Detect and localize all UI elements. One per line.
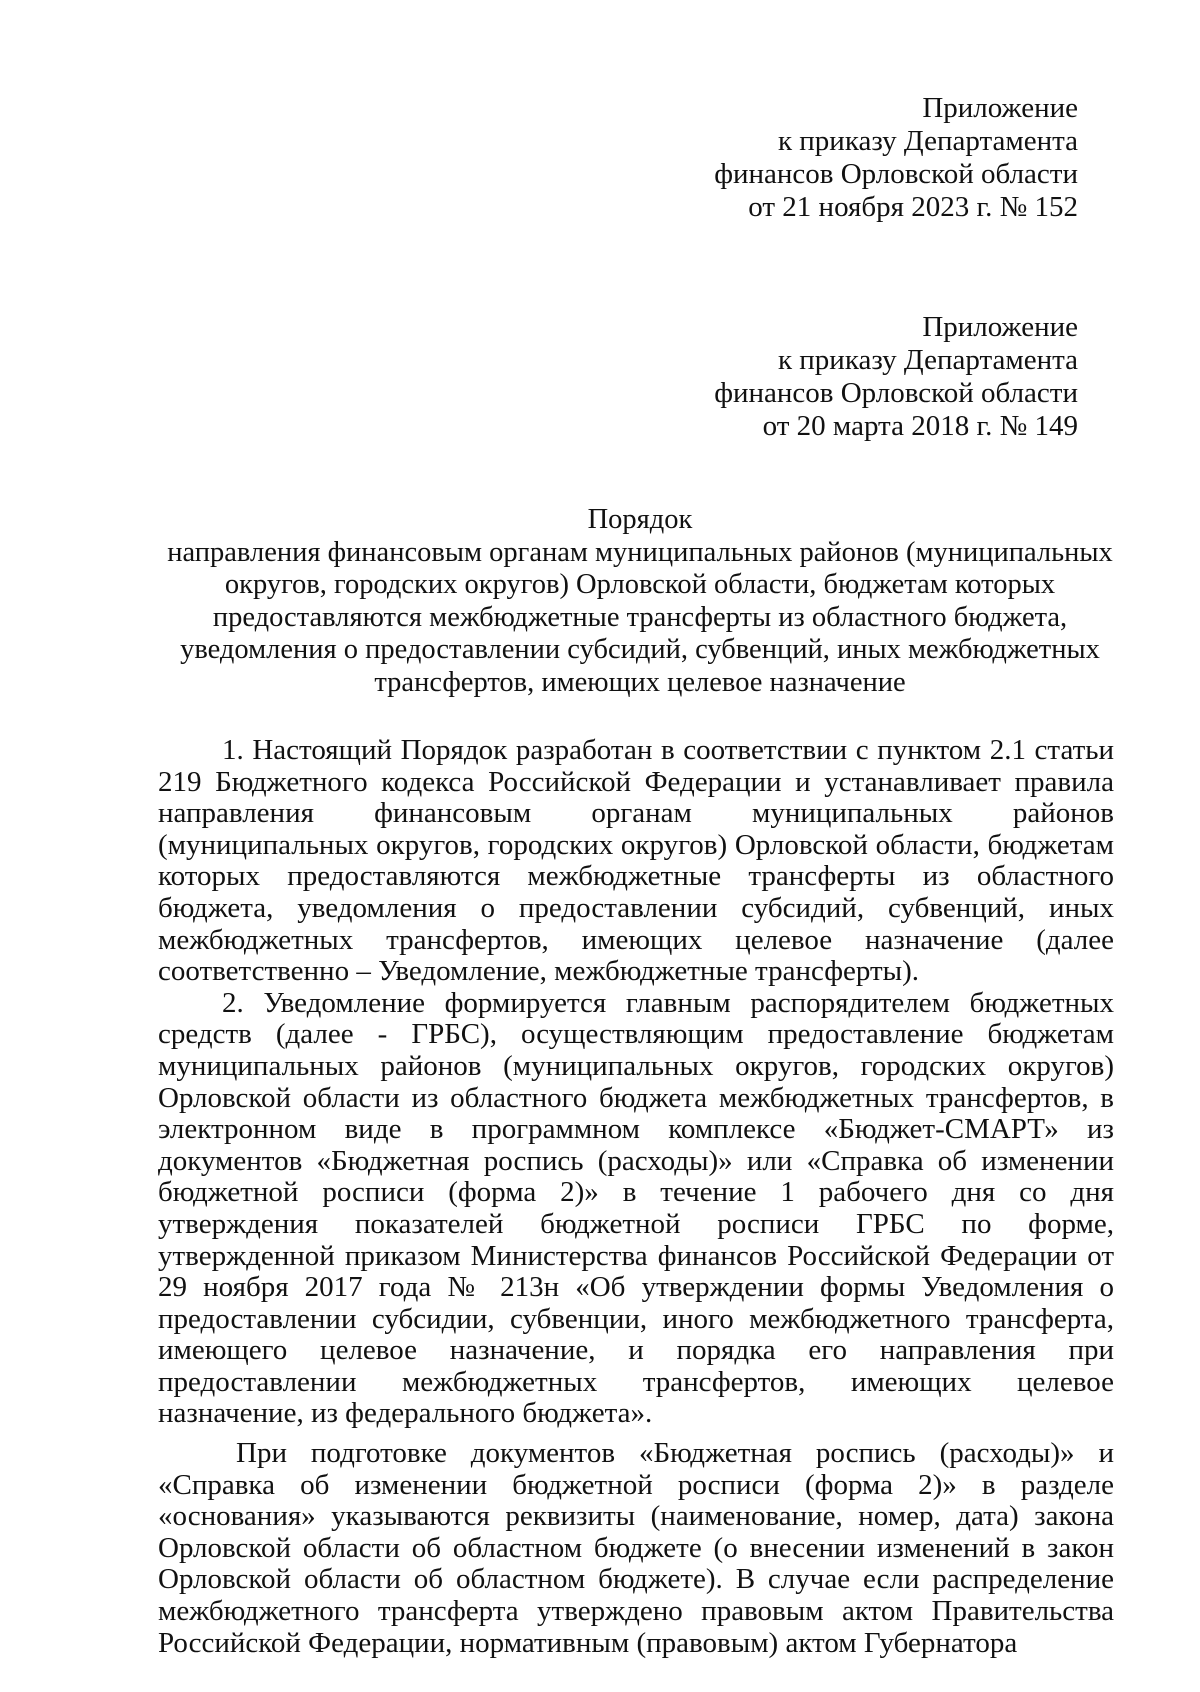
title-line: трансфертов, имеющих целевое назначение [374,666,906,698]
approval-order-ref: к приказу Департамента [777,125,1078,157]
title-line: направления финансовым органам муниципальных районов (муниципальных [167,536,1113,568]
paragraph-2: 2. Уведомление формируется главным распорядителем бюджетных средств (далее - ГРБС), осуществляющим предоставление бюджетам муниципальных районов (муниципальных округов, городских округов) Орловской области из областного бюджета межбюджетных трансфертов, в электронном виде в программном комплексе «Бюджет-СМАРТ» из документов «Бюджетная роспись (расходы)» или «Справка об изменении бюджетной росписи (форма 2)» в течение 1 рабочего дня со дня утверждения показателей бюджетной росписи ГРБС по форме, утвержденной приказом Министерства финансов Российской Федерации от 29 ноября 2017 года № 213н «Об утверждении формы Уведомления о предоставлении субсидии, субвенции, иного межбюджетного трансферта, имеющего целевое назначение, и порядка его направления при предоставлении межбюджетных трансфертов, имеющих целевое назначение, из федерального бюджета». [158,986,1114,1430]
approval-stamp-current [714,92,1078,224]
title-line: предоставляются межбюджетные трансферты из областного бюджета, [212,601,1068,633]
paragraph-3: При подготовке документов «Бюджетная роспись (расходы)» и «Справка об изменении бюджетной росписи (форма 2)» в разделе «основания» указываются реквизиты (наименование, номер, дата) закона Орловской области об областном бюджете (о внесении изменений в закон Орловской области об областном бюджете). В случае если распределение межбюджетного трансферта утверждено правовым актом Правительства Российской Федерации, нормативным (правовым) актом Губернатора [158,1437,1114,1659]
document-body [158,735,1114,1659]
approval-date-number: от 21 ноября 2023 г. № 152 [748,191,1078,223]
title-line: округов, городских округов) Орловской области, бюджетам которых [224,569,1056,600]
approval-heading: Приложение [922,92,1078,124]
document-title [160,504,1120,699]
approval-stamp-original [714,311,1078,443]
approval-order-ref: к приказу Департамента [777,344,1078,376]
title-line: уведомления о предоставлении субсидий, субвенций, иных межбюджетных [180,634,1100,665]
approval-department: финансов Орловской области [714,158,1078,190]
approval-department: финансов Орловской области [714,377,1078,409]
paragraph-1: 1. Настоящий Порядок разработан в соответствии с пунктом 2.1 статьи 219 Бюджетного кодекса Российской Федерации и устанавливает правила направления финансовым органам муниципальных районов (муниципальных округов, городских округов) Орловской области, бюджетам которых предоставляются межбюджетные трансферты из областного бюджета, уведомления о предоставлении субсидий, субвенций, иных межбюджетных трансфертов, имеющих целевое назначение (далее соответственно – Уведомление, межбюджетные трансферты). [158,734,1114,988]
approval-heading: Приложение [922,311,1078,343]
title-heading: Порядок [587,504,693,535]
approval-date-number: от 20 марта 2018 г. № 149 [762,410,1078,442]
